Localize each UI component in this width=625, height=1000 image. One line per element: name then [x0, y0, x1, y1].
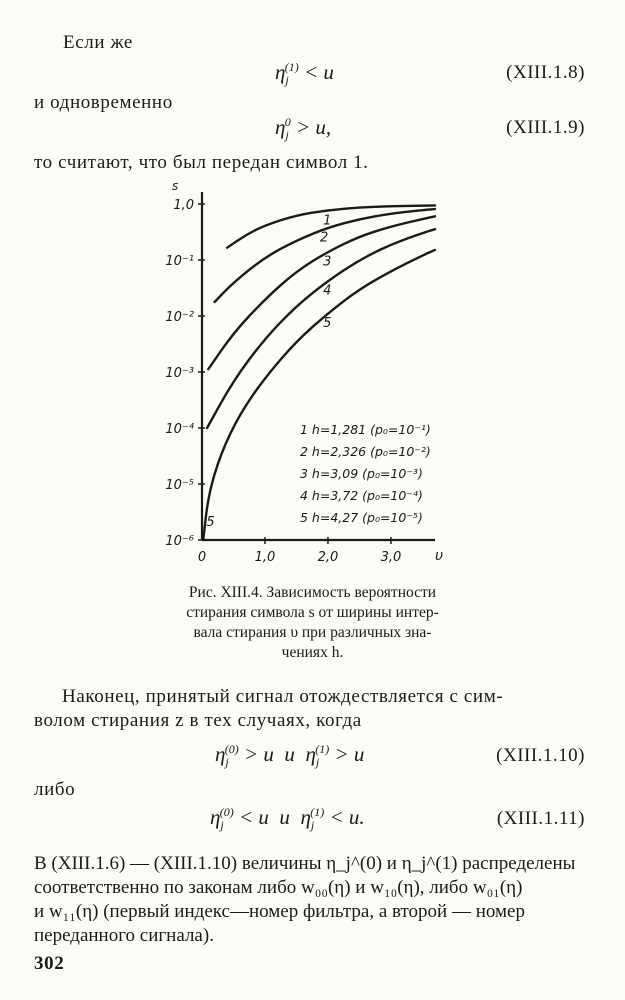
eq-sup: (1) — [310, 805, 325, 819]
paragraph-line: Наконец, принятый сигнал отождествляется с сим- — [62, 686, 504, 707]
curve-label-5-bottom: 5 — [206, 515, 215, 530]
curve-label-1: 1 — [323, 213, 332, 229]
y-axis-label: s — [172, 179, 179, 193]
x-axis-label: υ — [435, 548, 444, 563]
curve-4 — [207, 229, 435, 428]
equation-number: (XIII.1.9) — [506, 117, 585, 138]
erasure-probability-chart — [150, 178, 480, 563]
y-tick-label: 10⁻¹ — [165, 254, 194, 269]
eq-sub: j — [225, 755, 229, 770]
text-word-or: либо — [34, 779, 76, 800]
eta-symbol: η — [275, 115, 286, 139]
y-tick-label: 10⁻⁴ — [165, 422, 194, 437]
caption-line: Рис. XIII.4. Зависимость вероятности — [188, 584, 437, 601]
chart-legend — [300, 422, 431, 525]
caption-line: стирания символа s от ширины интер- — [186, 604, 439, 621]
eta-symbol: η — [275, 60, 286, 84]
y-tick-label: 1,0 — [173, 198, 194, 213]
eq-rest: > u, — [290, 115, 332, 139]
x-tick-label: 0 — [197, 550, 207, 563]
eta-symbol: η — [215, 742, 226, 766]
legend-entry: 2 h=2,326 (p₀=10⁻²) — [300, 444, 431, 459]
y-tick-label: 10⁻⁵ — [165, 478, 194, 493]
eq-sub: j — [285, 128, 289, 143]
eq-sup: 0 — [284, 115, 291, 129]
eq-rest: > u — [329, 742, 365, 766]
caption-line: чениях h. — [281, 644, 344, 661]
x-tick-label: 1,0 — [254, 550, 276, 563]
bottom-paragraph — [34, 852, 594, 948]
legend-entry: 3 h=3,09 (p₀=10⁻³) — [300, 466, 423, 481]
text-line-if: Если же — [63, 32, 133, 53]
eq-sub: j — [220, 818, 224, 833]
caption-line: вала стирания υ при различных зна- — [193, 624, 432, 641]
paragraph-line: и w₁₁(η) (первый индекс—номер фильтра, а второй — номер — [34, 901, 525, 922]
x-tick-label: 2,0 — [317, 550, 339, 563]
eta-symbol: η — [305, 742, 316, 766]
curve-label-2: 2 — [319, 230, 329, 246]
eq-rest: < u — [298, 60, 334, 84]
eta-symbol: η — [210, 805, 221, 829]
paragraph-line: волом стирания z в тех случаях, когда — [34, 710, 362, 731]
equation-xiii-1-10 — [215, 742, 364, 770]
chart-ticks — [165, 198, 401, 563]
y-tick-label: 10⁻⁶ — [165, 534, 194, 549]
legend-entry: 5 h=4,27 (p₀=10⁻⁵) — [300, 510, 423, 525]
text-line-symbol-1: то считают, что был передан символ 1. — [34, 152, 369, 173]
curve-label-3: 3 — [323, 254, 332, 270]
eq-rest: < u и — [233, 805, 301, 829]
equation-number: (XIII.1.11) — [496, 808, 585, 829]
y-tick-label: 10⁻³ — [165, 366, 194, 381]
eta-symbol: η — [300, 805, 311, 829]
eq-sub: j — [285, 73, 289, 88]
eq-sup: (0) — [224, 742, 239, 756]
equation-xiii-1-11 — [210, 805, 365, 833]
paragraph-line: В (XIII.1.6) — (XIII.1.10) величины η_j^(0) и η_j^(1) распределены — [34, 853, 576, 874]
curve-label-4: 4 — [323, 283, 332, 299]
equation-number: (XIII.1.8) — [506, 62, 585, 83]
eq-sup: (1) — [284, 60, 299, 74]
equation-xiii-1-8 — [275, 60, 334, 88]
legend-entry: 1 h=1,281 (p₀=10⁻¹) — [300, 422, 431, 437]
eq-sub: j — [315, 755, 320, 770]
y-tick-label: 10⁻² — [165, 310, 194, 325]
paragraph-line: соответственно по законам либо w₀₀(η) и w₁₀(η), либо w₀₁(η) — [34, 877, 523, 898]
equation-number: (XIII.1.10) — [496, 745, 585, 766]
page-number: 302 — [34, 953, 65, 974]
figure-caption — [140, 583, 485, 663]
eq-sub: j — [310, 818, 315, 833]
legend-entry: 4 h=3,72 (p₀=10⁻⁴) — [300, 488, 423, 503]
text-line-simultaneously: и одновременно — [34, 92, 173, 113]
eq-sup: (1) — [315, 742, 330, 756]
eq-sup: (0) — [219, 805, 234, 819]
eq-rest: > u и — [238, 742, 306, 766]
x-tick-label: 3,0 — [380, 550, 402, 563]
curve-label-5: 5 — [323, 316, 332, 332]
paragraph-line: переданного сигнала). — [34, 925, 214, 946]
eq-rest: < u. — [324, 805, 365, 829]
equation-xiii-1-9 — [275, 115, 331, 143]
